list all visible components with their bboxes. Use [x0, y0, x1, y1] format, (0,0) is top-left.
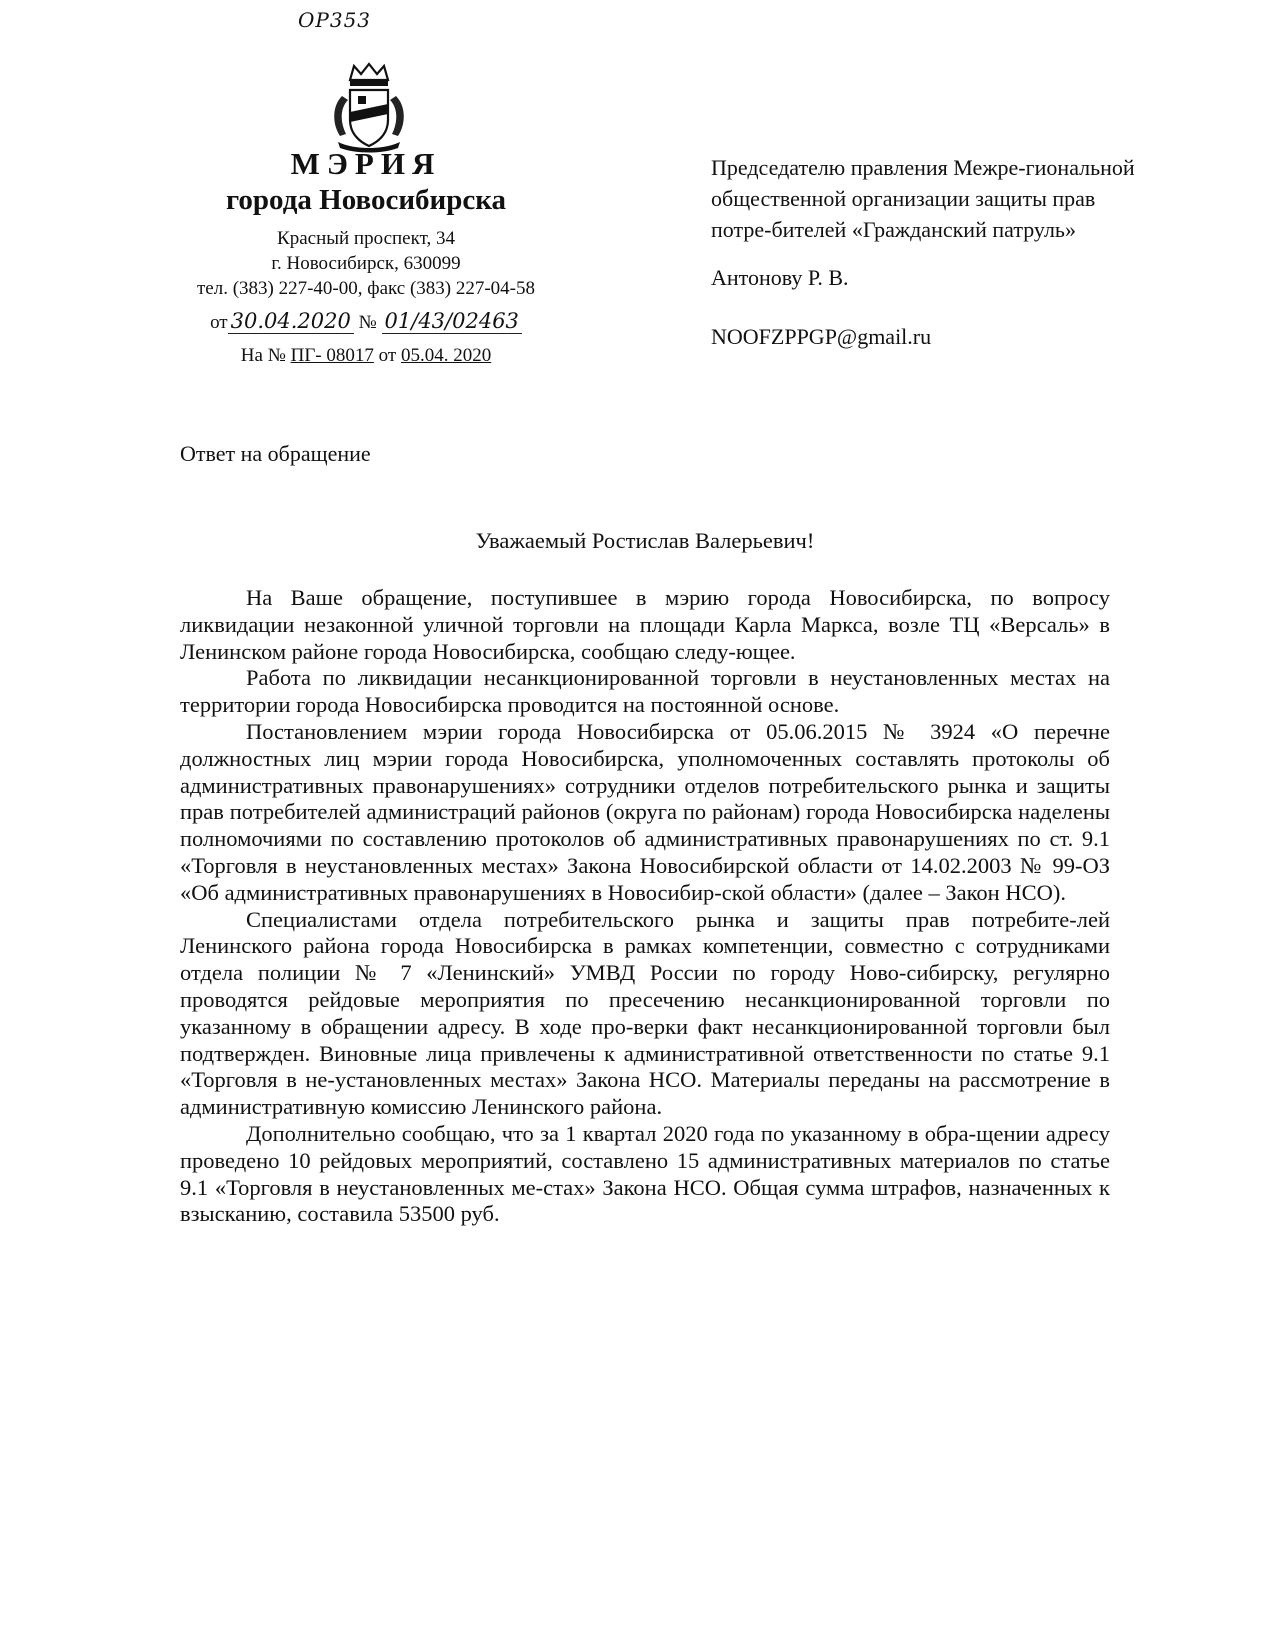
- body-paragraph: Работа по ликвидации несанкционированной торговли в неустановленных местах на территории города Новосибирска проводится на постоянной основе.: [180, 665, 1110, 718]
- reference-line: [160, 345, 572, 367]
- recipient-name: Антонову Р. В.: [711, 265, 849, 290]
- ref-date: 05.04. 2020: [400, 345, 492, 366]
- letter-subject: Ответ на обращение: [180, 441, 371, 466]
- number-label: №: [358, 312, 377, 333]
- body-paragraph: Дополнительно сообщаю, что за 1 квартал 2020 года по указанному в обра-щении адресу проведено 10 рейдовых мероприятий, составлено 15 административных материалов по статье 9.1 «Торговля в неустановленных ме-стах» Закона НСО. Общая сумма штрафов, назначенных к взысканию, составила 53500 руб.: [180, 1120, 1110, 1227]
- novosibirsk-coat-of-arms-icon: [328, 62, 410, 154]
- sender-title: МЭРИЯ: [290, 146, 442, 181]
- sender-address: [160, 226, 572, 301]
- registration-number: 01/43/02463: [382, 309, 522, 334]
- ref-number: ПГ- 08017: [290, 345, 374, 366]
- handwritten-corner-note: ОР353: [298, 8, 372, 32]
- recipient-position: Председателю правления Межре-гиональной общественной организации защиты прав потре-бителей «Гражданский патруль»: [711, 155, 1135, 242]
- ref-from-label: от: [378, 345, 397, 366]
- sender-city: города Новосибирска: [225, 184, 507, 216]
- sender-postal-city: г. Новосибирск, 630099: [271, 253, 461, 274]
- recipient-block: [711, 152, 1141, 352]
- from-label: от: [210, 312, 228, 333]
- sender-street: Красный проспект, 34: [277, 228, 455, 249]
- registration-line: [160, 309, 572, 339]
- letter-body: [180, 585, 1110, 1228]
- sender-block: [160, 146, 572, 367]
- body-paragraph: Постановлением мэрии города Новосибирска от 05.06.2015 № 3924 «О перечне должностных лиц мэрии города Новосибирска, уполномоченных составлять протоколы об административных правонарушениях» сотрудники отделов потребительского рынка и защиты прав потребителей администраций районов (округа по районам) города Новосибирска наделены полномочиями по составлению протоколов об административных правонарушениях по ст. 9.1 «Торговля в неустановленных местах» Закона Новосибирской области от 14.02.2003 № 99-ОЗ «Об административных правонарушениях в Новосибир-ской области» (далее – Закон НСО).: [180, 718, 1110, 905]
- recipient-email: NOOFZPPGP@gmail.ru: [711, 324, 932, 349]
- salutation: Уважаемый Ростислав Валерьевич!: [475, 528, 815, 553]
- ref-label: На №: [240, 345, 286, 366]
- registration-date: 30.04.2020: [228, 309, 354, 334]
- body-paragraph: На Ваше обращение, поступившее в мэрию города Новосибирска, по вопросу ликвидации незаконной уличной торговли на площади Карла Маркса, возле ТЦ «Версаль» в Ленинском районе города Новосибирска, сообщаю следу-ющее.: [180, 585, 1110, 664]
- sender-phone-fax: тел. (383) 227-40-00, факс (383) 227-04-58: [196, 278, 536, 299]
- body-paragraph: Специалистами отдела потребительского рынка и защиты прав потребите-лей Ленинского района города Новосибирска в рамках компетенции, совместно с сотрудниками отдела полиции № 7 «Ленинский» УМВД России по городу Ново-сибирску, регулярно проводятся рейдовые мероприятия по пресечению несанкционированной торговли по указанному в обращении адресу. В ходе про-верки факт несанкционированной торговли был подтвержден. Виновные лица привлечены к административной ответственности по статье 9.1 «Торговля в не-установленных местах» Закона НСО. Материалы переданы на рассмотрение в административную комиссию Ленинского района.: [180, 906, 1110, 1120]
